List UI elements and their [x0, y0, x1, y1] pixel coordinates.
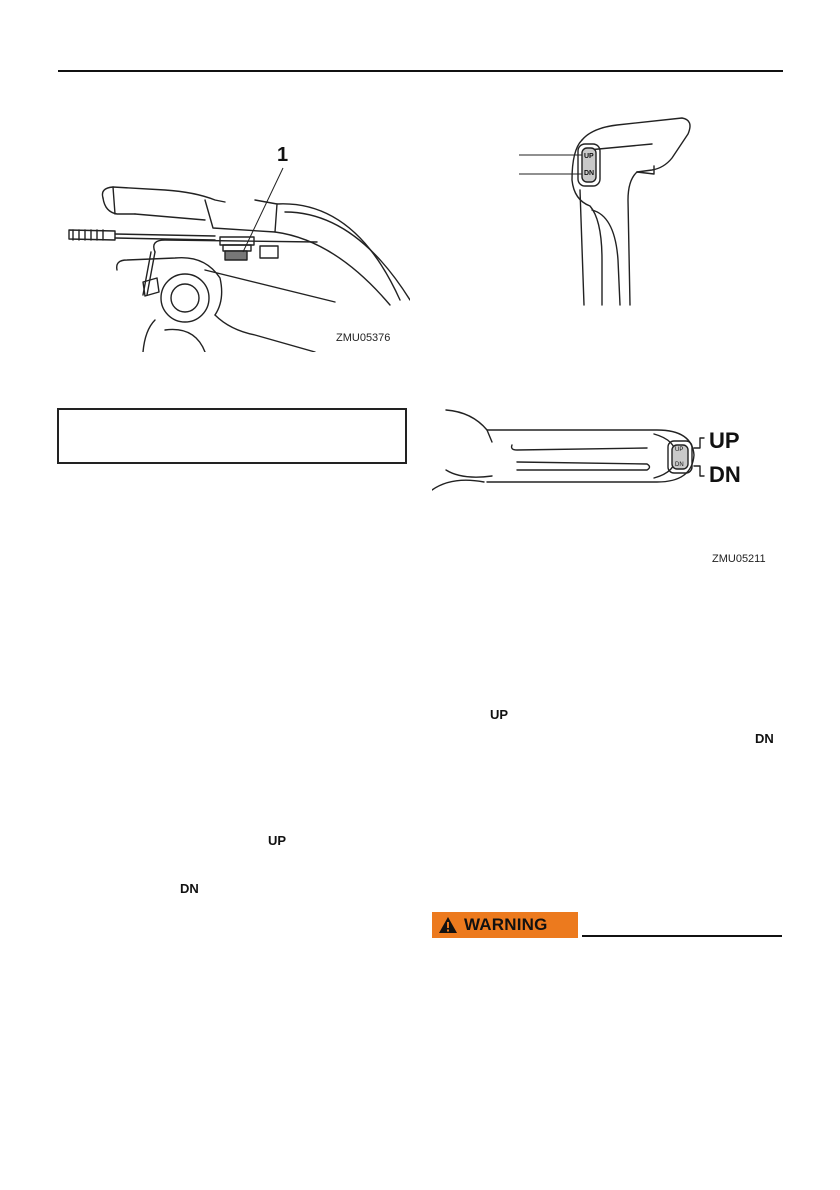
upright-dn-button: DN: [584, 170, 595, 177]
inline-up-label: UP: [268, 833, 287, 848]
inline-up-label: UP: [490, 707, 509, 722]
figure-throttle-friction: [55, 130, 410, 352]
label-up: UP: [709, 428, 740, 453]
warning-badge: [432, 912, 578, 938]
figure-caption: ZMU05211: [712, 553, 766, 565]
figure-caption: ZMU05376: [336, 332, 391, 344]
note-box: [57, 408, 407, 464]
tilt-switch-illustration: [432, 110, 782, 580]
warning-triangle-icon: [438, 916, 458, 934]
warning-label: WARNING: [464, 915, 548, 934]
warning-rule: [582, 935, 782, 937]
header-rule: [58, 70, 783, 72]
callout-number: 1: [277, 144, 289, 166]
throttle-friction-illustration: [55, 130, 410, 352]
inline-dn-label: DN: [180, 881, 199, 896]
label-dn: DN: [709, 462, 741, 487]
tiller-up-button: UP: [675, 447, 684, 453]
figure-power-tilt-switch: [432, 110, 782, 580]
upright-up-button: UP: [584, 153, 594, 160]
inline-dn-label: DN: [755, 731, 774, 746]
tiller-dn-button: DN: [675, 462, 684, 468]
